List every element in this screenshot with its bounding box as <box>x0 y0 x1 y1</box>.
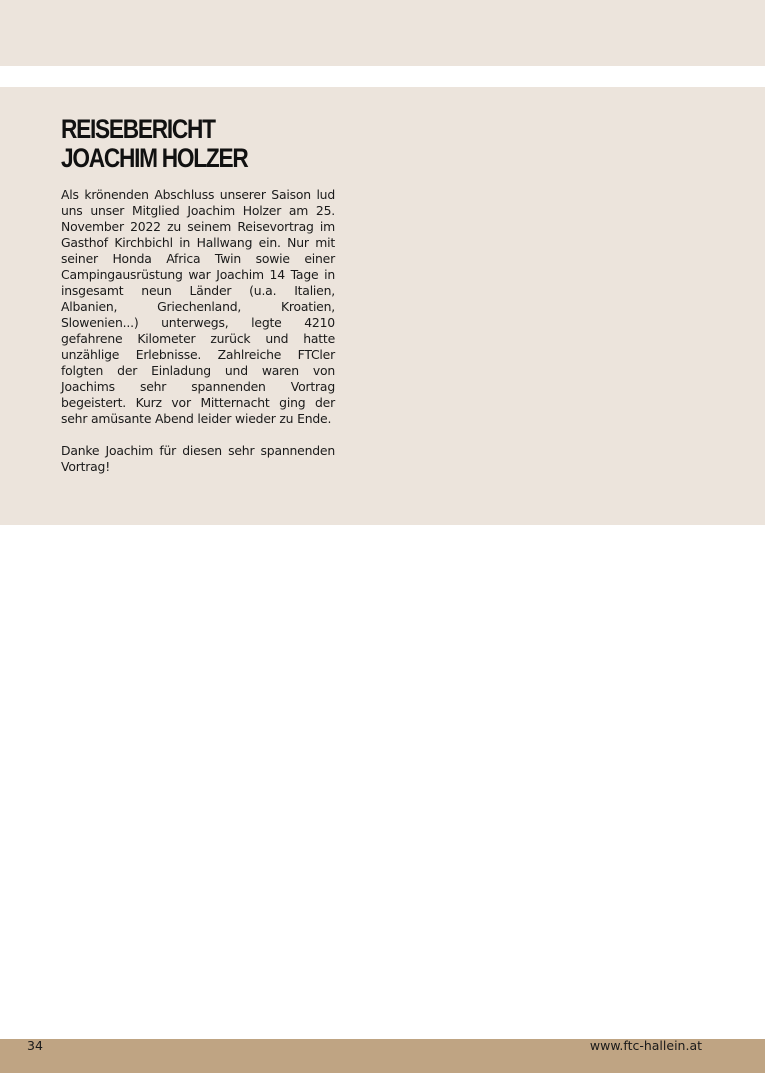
article-paragraph-1: Als krönenden Abschluss unserer Saison lud uns unser Mitglied Joachim Holzer am 25. November 2022 zu seinem Reisevortrag im Gasthof Kirchbichl in Hallwang ein. Nur mit seiner Honda Africa Twin sowie einer Campingausrüstung war Joachim 14 Tage in insgesamt neun Länder (u.a. Italien, Albanien, Griechenland, Kroatien, Slowenien...) unterwegs, legte 4210 gefahrene Kilometer zurück und hatte unzählige Erlebnisse. Zahlreiche FTCler folgten der Einladung und waren von Joachims sehr spannenden Vortrag begeistert. Kurz vor Mitternacht ging der sehr amüsante Abend leider wieder zu Ende. <box>61 187 335 426</box>
article-title-line-2: JOACHIM HOLZER <box>61 143 248 173</box>
article-body <box>61 187 335 491</box>
page-footer <box>0 1039 765 1073</box>
article-title-line-1: REISEBERICHT <box>61 114 215 144</box>
website-url: www.ftc-hallein.at <box>589 1038 702 1053</box>
top-band <box>0 0 765 66</box>
page-number: 34 <box>27 1038 43 1053</box>
article-title <box>61 115 247 173</box>
article-paragraph-2: Danke Joachim für diesen sehr spannenden Vortrag! <box>61 443 335 474</box>
